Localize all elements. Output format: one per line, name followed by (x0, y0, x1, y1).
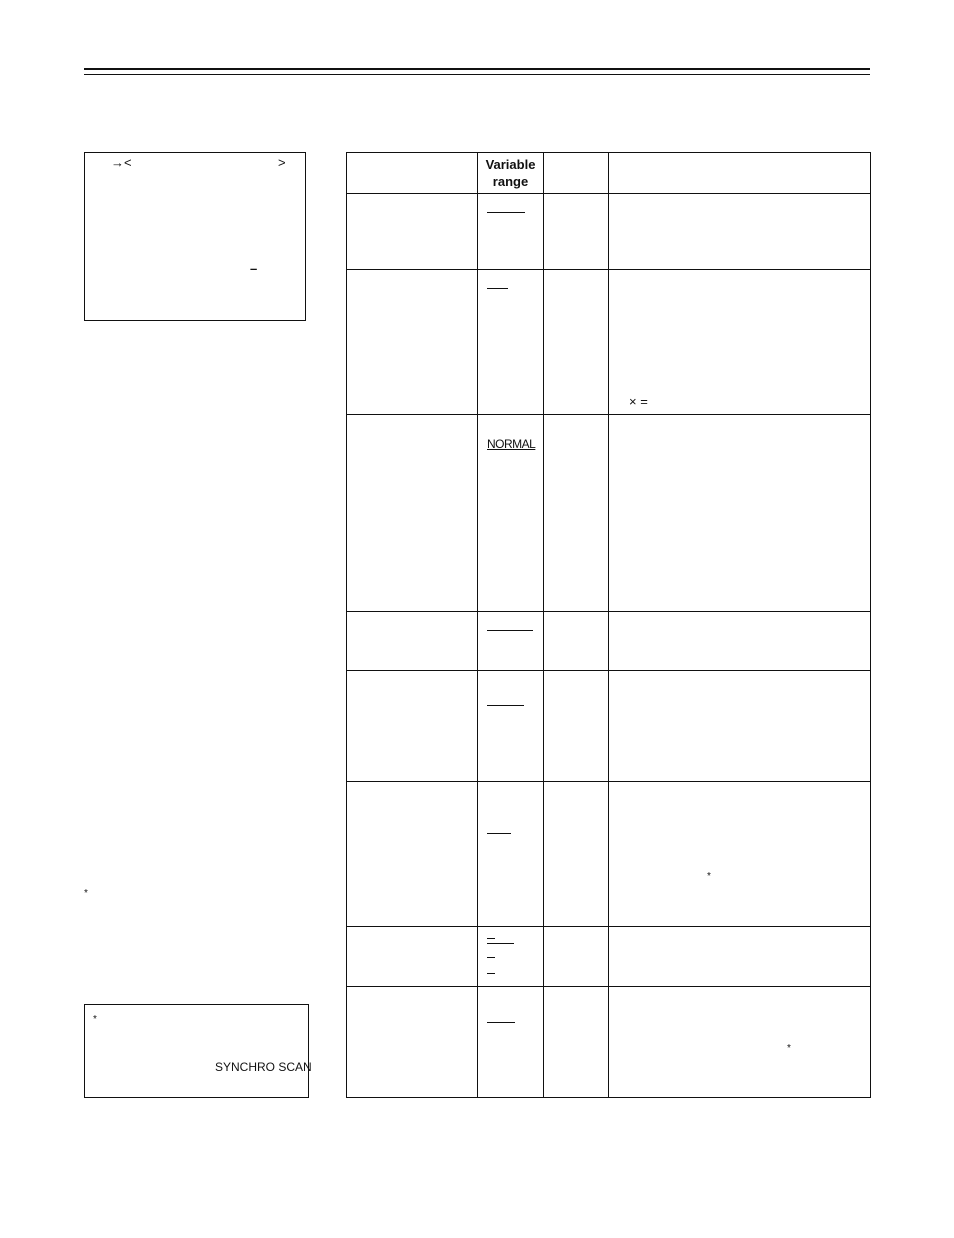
note-box (84, 1004, 312, 1098)
note-label: SYNCHRO SCAN (215, 1060, 312, 1074)
footnote-asterisk: * (787, 1043, 791, 1054)
range-underline (487, 630, 533, 631)
footnote-asterisk: * (84, 888, 88, 899)
note-asterisk: * (93, 1014, 97, 1025)
table-row (347, 270, 871, 415)
footnote-asterisk: * (707, 871, 711, 882)
top-rule-thick (84, 68, 870, 70)
gt-symbol: > (278, 155, 286, 170)
range-underline (487, 288, 508, 289)
table-row (347, 987, 871, 1098)
range-underline (487, 212, 525, 213)
range-underline (487, 705, 524, 706)
dash-symbol: – (250, 261, 258, 276)
settings-table (346, 152, 871, 1098)
table-row (347, 415, 871, 612)
table-row (347, 612, 871, 671)
formula-text: × = (629, 394, 648, 409)
header-item (347, 153, 478, 194)
range-underline (487, 943, 514, 944)
header-col3 (544, 153, 609, 194)
top-rule-thin (84, 74, 870, 75)
range-normal: NORMAL (487, 437, 536, 451)
range-underline (487, 1022, 515, 1023)
range-underline (487, 833, 511, 834)
screen-display-box (84, 152, 306, 321)
table-header-row (347, 153, 871, 194)
range-dash (487, 938, 495, 939)
range-dash (487, 957, 495, 958)
range-dash (487, 973, 495, 974)
header-variable-range: Variable range (478, 153, 544, 194)
header-description (609, 153, 871, 194)
table-row (347, 927, 871, 987)
arrow-symbol: →< (111, 155, 132, 170)
table-row (347, 194, 871, 270)
table-row (347, 671, 871, 782)
table-row (347, 782, 871, 927)
